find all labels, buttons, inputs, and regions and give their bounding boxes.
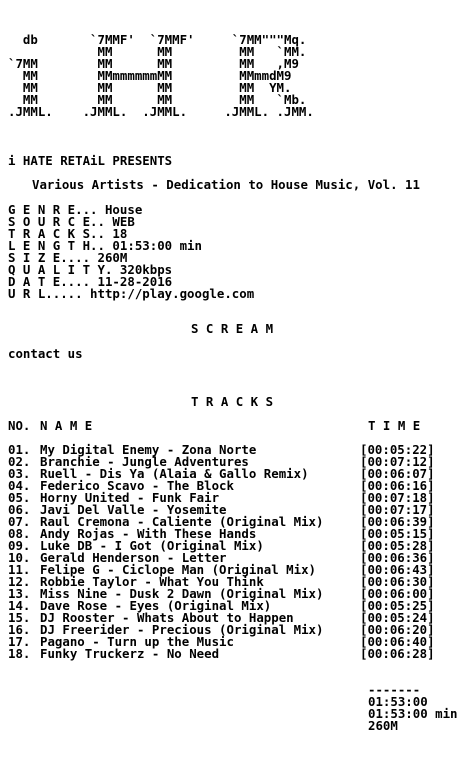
logo-line-1: db `7MMF' `7MMF' `7MM"""Mq.: [8, 32, 307, 47]
track-time: [00:06:20]: [360, 622, 435, 637]
track-time: [00:05:15]: [360, 526, 435, 541]
track-list: [8, 444, 468, 660]
track-title: Funky Truckerz - No Need: [40, 646, 220, 661]
track-title: DJ Rooster - Whats About to Happen: [40, 610, 294, 625]
track-time: [00:06:30]: [360, 574, 435, 589]
track-number: 07.: [8, 514, 31, 529]
track-time: [00:06:39]: [360, 514, 435, 529]
track-number: 09.: [8, 538, 31, 553]
logo-line-6: MM MM MM MM `Mb.: [8, 92, 307, 107]
track-title: Andy Rojas - With These Hands: [40, 526, 257, 541]
logo-line-7: .JMML. .JMML. .JMML. .JMML. .JMM.: [8, 104, 314, 119]
info-tracks: T R A C K S.. 18: [8, 226, 128, 241]
track-number: 15.: [8, 610, 31, 625]
total-length-min: 01:53:00 min: [368, 706, 458, 721]
track-title: Dave Rose - Eyes (Original Mix): [40, 598, 272, 613]
track-time: [00:05:25]: [360, 598, 435, 613]
track-time: [00:05:22]: [360, 442, 435, 457]
track-number: 04.: [8, 478, 31, 493]
track-number: 11.: [8, 562, 31, 577]
presents-line: i HATE RETAiL PRESENTS: [8, 153, 173, 168]
track-number: 16.: [8, 622, 31, 637]
track-time: [00:06:28]: [360, 646, 435, 661]
total-length: 01:53:00: [368, 694, 428, 709]
track-number: 12.: [8, 574, 31, 589]
track-number: 06.: [8, 502, 31, 517]
track-title: Federico Scavo - The Block: [40, 478, 234, 493]
track-time: [00:05:24]: [360, 610, 435, 625]
column-header-no: NO.: [8, 418, 31, 433]
totals-divider: -------: [368, 682, 421, 697]
track-row: [8, 648, 468, 660]
total-size: 260M: [368, 718, 398, 733]
logo-line-5: MM MM MM MM YM.: [8, 80, 292, 95]
track-title: Luke DB - I Got (Original Mix): [40, 538, 264, 553]
track-title: Branchie - Jungle Adventures: [40, 454, 249, 469]
logo-line-3: `7MM MM MM MM ,M9: [8, 56, 299, 71]
tracks-heading: T R A C K S: [191, 394, 274, 409]
track-number: 01.: [8, 442, 31, 457]
info-source: S O U R C E.. WEB: [8, 214, 135, 229]
track-time: [00:06:00]: [360, 586, 435, 601]
column-header-name: N A M E: [40, 418, 93, 433]
info-genre: G E N R E... House: [8, 202, 143, 217]
track-number: 05.: [8, 490, 31, 505]
track-time: [00:07:18]: [360, 490, 435, 505]
track-time: [00:06:36]: [360, 550, 435, 565]
track-time: [00:06:07]: [360, 466, 435, 481]
scream-heading: S C R E A M: [191, 321, 274, 336]
track-number: 10.: [8, 550, 31, 565]
track-title: Raul Cremona - Caliente (Original Mix): [40, 514, 324, 529]
contact-us-link[interactable]: contact us: [8, 346, 83, 361]
release-title: Various Artists - Dedication to House Music, Vol. 11: [32, 177, 420, 192]
track-time: [00:07:12]: [360, 454, 435, 469]
track-title: Gerald Henderson - Letter: [40, 550, 227, 565]
track-title: Javi Del Valle - Yosemite: [40, 502, 227, 517]
track-number: 18.: [8, 646, 31, 661]
info-length: L E N G T H.. 01:53:00 min: [8, 238, 202, 253]
track-number: 03.: [8, 466, 31, 481]
track-number: 17.: [8, 634, 31, 649]
info-size: S I Z E.... 260M: [8, 250, 128, 265]
track-time: [00:06:43]: [360, 562, 435, 577]
track-title: My Digital Enemy - Zona Norte: [40, 442, 257, 457]
track-title: Ruell - Dis Ya (Alaia & Gallo Remix): [40, 466, 309, 481]
track-title: Robbie Taylor - What You Think: [40, 574, 264, 589]
info-url[interactable]: U R L..... http://play.google.com: [8, 286, 255, 301]
info-date: D A T E.... 11-28-2016: [8, 274, 173, 289]
track-number: 13.: [8, 586, 31, 601]
track-number: 08.: [8, 526, 31, 541]
track-time: [00:06:16]: [360, 478, 435, 493]
track-title: Felipe G - Ciclope Man (Original Mix): [40, 562, 317, 577]
track-title: DJ Freerider - Precious (Original Mix): [40, 622, 324, 637]
track-title: Horny United - Funk Fair: [40, 490, 220, 505]
column-header-time: T I M E: [368, 418, 421, 433]
track-number: 02.: [8, 454, 31, 469]
logo-line-4: MM MMmmmmmmMM MMmmdM9: [8, 68, 292, 83]
info-quality: Q U A L I T Y. 320kbps: [8, 262, 173, 277]
track-title: Pagano - Turn up the Music: [40, 634, 234, 649]
track-time: [00:07:17]: [360, 502, 435, 517]
track-number: 14.: [8, 598, 31, 613]
track-time: [00:06:40]: [360, 634, 435, 649]
track-title: Miss Nine - Dusk 2 Dawn (Original Mix): [40, 586, 324, 601]
track-time: [00:05:28]: [360, 538, 435, 553]
logo-line-2: MM MM MM `MM.: [8, 44, 307, 59]
